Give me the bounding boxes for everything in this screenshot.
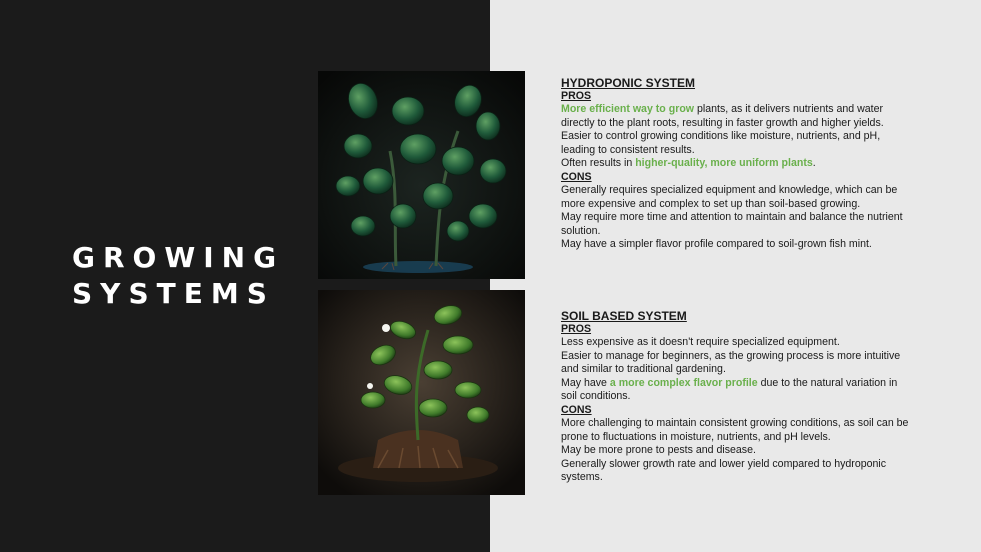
soil-plant-image [318,290,525,495]
hydroponic-pros-label: PROS [561,90,592,102]
hydroponic-cons-label: CONS [561,170,592,183]
pro-text: Often results in [561,157,636,170]
soil-cons-label: CONS [561,403,592,416]
soil-pro-2: Easier to manage for beginners, as the growing process is more intuitive and similar to traditional gardening. [561,349,901,376]
hydroponic-con-3: May have a simpler flavor profile compared to soil-grown fish mint. [561,237,872,250]
soil-pro-1: Less expensive as it doesn't require specialized equipment. [561,336,840,349]
highlight-text: a more complex flavor profile [609,376,758,389]
soil-plant-illustration [318,290,525,495]
soil-con-2: May be more prone to pests and disease. [561,444,756,457]
hydroponic-pro-2: Easier to control growing conditions like moisture, nutrients, and pH, leading to consistent results. [561,130,881,156]
hydroponic-plant-illustration [318,71,525,279]
soil-con-3: Generally slower growth rate and lower yield compared to hydroponic systems. [561,457,887,483]
hydroponic-heading: HYDROPONIC SYSTEM [561,76,696,90]
pro-text-end: . [812,157,816,170]
pro-text: May have [561,376,610,389]
soil-section [561,309,911,484]
soil-pro-3 [561,377,911,404]
pro-text: plants, as it delivers nutrients and water directly to the plant roots, resulting in faster growth and higher yields. [561,103,884,129]
hydroponic-pro-1 [561,103,911,130]
slide-title [72,240,284,312]
pro-text-end: due to the natural variation in soil conditions. [561,376,898,403]
hydroponic-con-1: Generally requires specialized equipment and knowledge, which can be more expensive and complex to set up than soil-based growing. [561,184,898,210]
hydroponic-pro-3 [561,157,911,170]
hydroponic-plant-image [318,71,525,279]
soil-heading: SOIL BASED SYSTEM [561,309,687,323]
title-line-1: GROWING [72,241,285,274]
soil-pros-label: PROS [561,323,592,335]
soil-con-1: More challenging to maintain consistent growing conditions, as soil can be prone to fluctuations in moisture, nutrients, and pH levels. [561,417,909,443]
hydroponic-con-2: May require more time and attention to maintain and balance the nutrient solution. [561,211,903,237]
highlight-text: higher-quality, more uniform plants [635,157,813,170]
highlight-text: More efficient way to grow [561,103,695,116]
hydroponic-section [561,76,911,251]
title-line-2: SYSTEMS [72,277,275,310]
